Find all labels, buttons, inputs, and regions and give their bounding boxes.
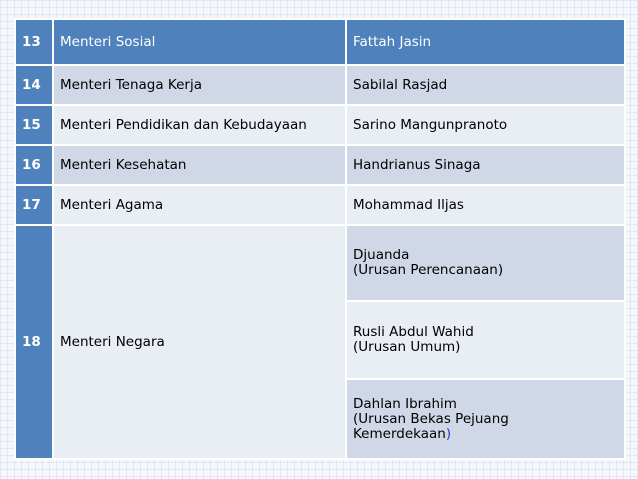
- row-number: 15: [15, 105, 53, 145]
- table-row: [15, 225, 625, 301]
- row-number: 17: [15, 185, 53, 225]
- minister-post: Menteri Kesehatan: [53, 145, 346, 185]
- minister-name: Sabilal Rasjad: [346, 65, 625, 105]
- ministers-table: [14, 18, 626, 460]
- minister-name: [346, 225, 625, 301]
- table-row: [15, 185, 625, 225]
- minister-portfolio: (Urusan Umum): [353, 339, 461, 355]
- portfolio-text: Kemerdekaan: [353, 425, 446, 442]
- minister-name: Handrianus Sinaga: [346, 145, 625, 185]
- row-number: 13: [15, 19, 53, 65]
- closing-paren: ): [445, 425, 452, 442]
- row-number: 18: [15, 225, 53, 459]
- row-number: 14: [15, 65, 53, 105]
- table-row: [15, 65, 625, 105]
- minister-name-line: Rusli Abdul Wahid: [353, 324, 474, 340]
- minister-name: [346, 301, 625, 379]
- minister-post: Menteri Negara: [53, 225, 346, 459]
- minister-post: Menteri Pendidikan dan Kebudayaan: [53, 105, 346, 145]
- table-row: [15, 145, 625, 185]
- minister-post: Menteri Tenaga Kerja: [53, 65, 346, 105]
- minister-name-line: Djuanda: [353, 247, 410, 263]
- minister-post: Menteri Agama: [53, 185, 346, 225]
- minister-name: Fattah Jasin: [346, 19, 625, 65]
- table-row: [15, 105, 625, 145]
- table-row: [15, 19, 625, 65]
- minister-name: Mohammad Iljas: [346, 185, 625, 225]
- row-number: 16: [15, 145, 53, 185]
- minister-name: [346, 379, 625, 459]
- minister-portfolio-cont: [353, 427, 618, 442]
- minister-name: Sarino Mangunpranoto: [346, 105, 625, 145]
- minister-post: Menteri Sosial: [53, 19, 346, 65]
- minister-portfolio: (Urusan Bekas Pejuang: [353, 410, 509, 427]
- minister-portfolio: (Urusan Perencanaan): [353, 262, 504, 278]
- minister-name-line: Dahlan Ibrahim: [353, 395, 457, 412]
